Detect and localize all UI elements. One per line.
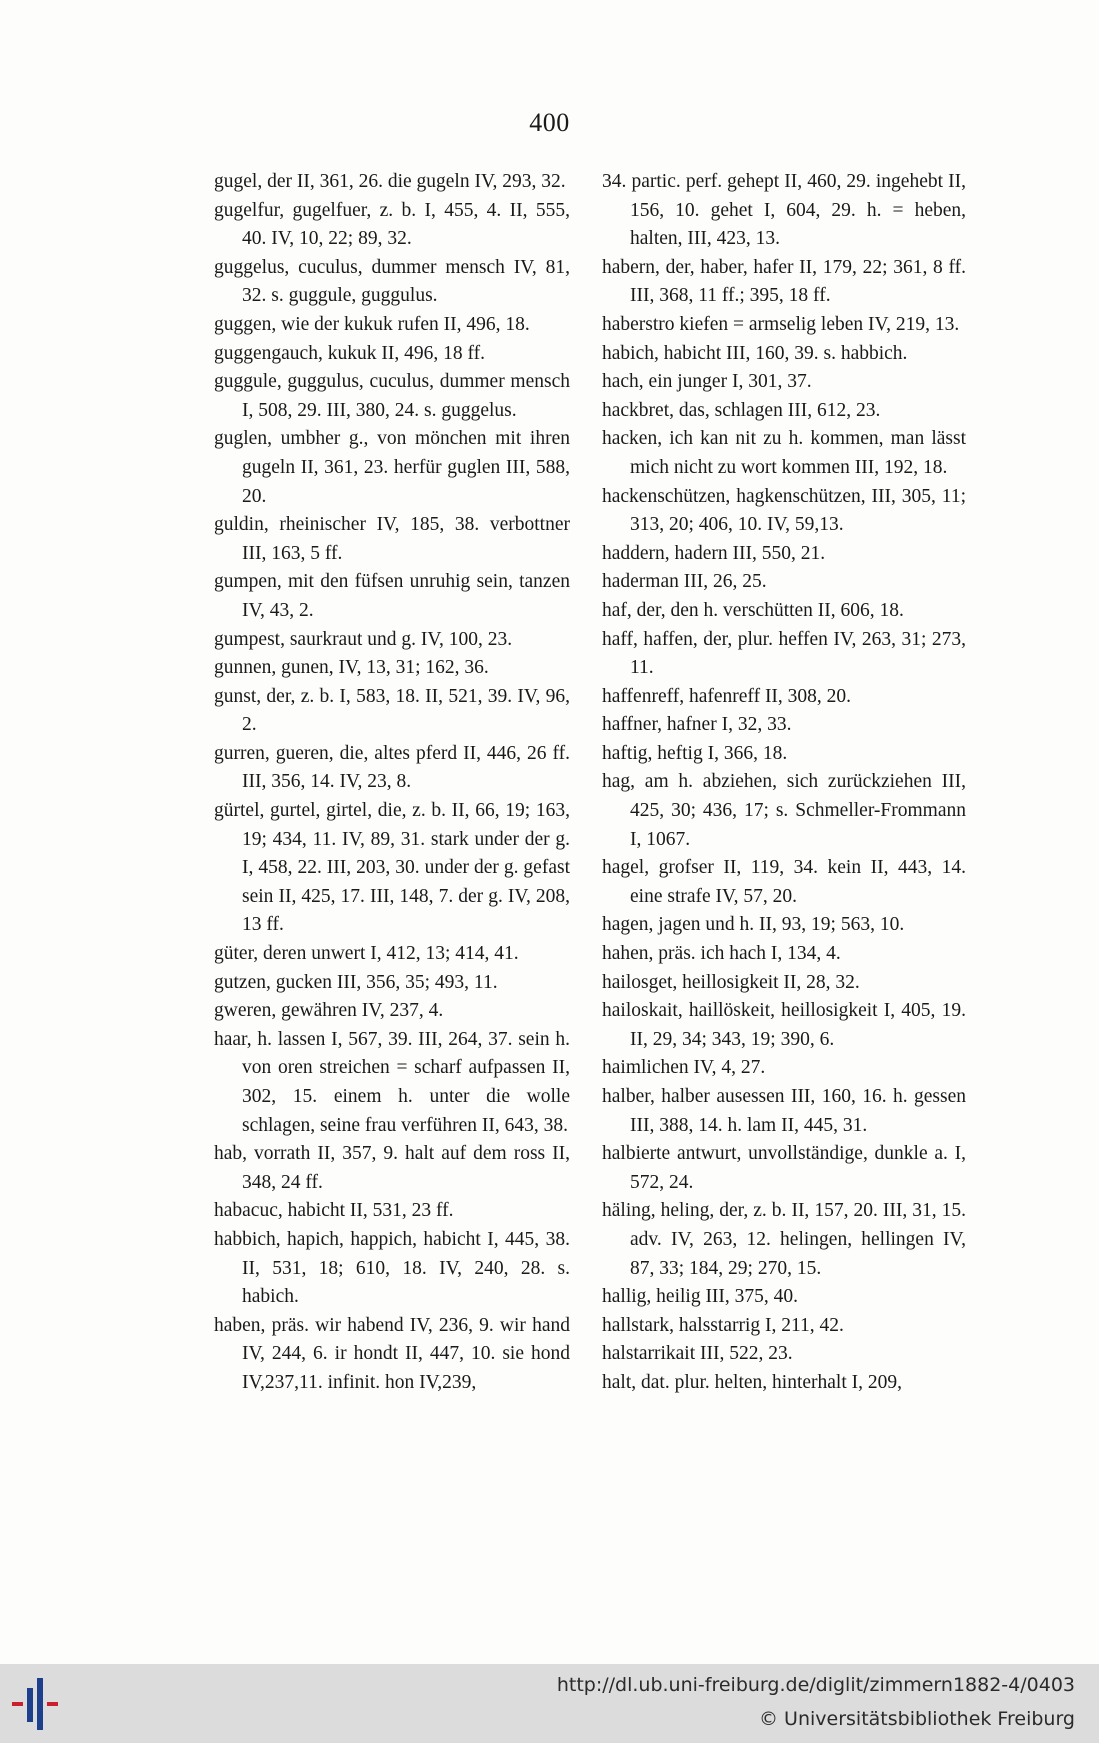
index-entry: guldin, rheinischer IV, 185, 38. verbottner III, 163, 5 ff. [214,514,570,564]
index-entry: hagel, grofser II, 119, 34. kein II, 443, 14. eine strafe IV, 57, 20. [602,857,966,907]
index-entry: gunnen, gunen, IV, 13, 31; 162, 36. [214,657,489,679]
index-entry: gurren, gueren, die, altes pferd II, 446, 26 ff. III, 356, 14. IV, 23, 8. [214,742,570,793]
index-entry: 34. partic. perf. gehept II, 460, 29. ingehebt II, 156, 10. gehet I, 604, 29. h. = heben, halten, III, 423, 13. [602,171,966,250]
index-entry: guggelus, cuculus, dummer mensch IV, 81, 32. s. guggule, guggulus. [214,256,570,307]
index-entry: habern, der, haber, hafer II, 179, 22; 361, 8 ff. III, 368, 11 ff.; 395, 18 ff. [602,256,966,307]
index-entry: hallstark, halsstarrig I, 211, 42. [602,1314,844,1336]
index-entry: gutzen, gucken III, 356, 35; 493, 11. [214,971,498,993]
index-entry: guglen, umbher g., von mönchen mit ihren gugeln II, 361, 23. herfür guglen III, 588, 20. [214,428,570,507]
footer-bar [0,1664,1099,1743]
index-entry: gumpen, mit den füfsen unruhig sein, tanzen IV, 43, 2. [214,571,570,621]
index-entry: halt, dat. plur. helten, hinterhalt I, 209, [602,1371,903,1393]
page-number: 400 [529,108,570,137]
index-entry: gugelfur, gugelfuer, z. b. I, 455, 4. II, 555, 40. IV, 10, 22; 89, 32. [214,199,570,250]
index-entry: habacuc, habicht II, 531, 23 ff. [214,1200,454,1222]
index-entry: haffner, hafner I, 32, 33. [602,714,792,736]
index-entry: hab, vorrath II, 357, 9. halt auf dem ross II, 348, 24 ff. [214,1143,570,1193]
index-entry: guggengauch, kukuk II, 496, 18 ff. [214,342,485,364]
left-column [214,168,570,1398]
index-entry: gunst, der, z. b. I, 583, 18. II, 521, 39. IV, 96, 2. [214,685,570,736]
index-entry: haben, präs. wir habend IV, 236, 9. wir hand IV, 244, 6. ir hondt II, 447, 10. sie hond IV,237,11. infinit. hon IV,239, [214,1314,570,1393]
index-entry: halbierte antwurt, unvollständige, dunkle a. I, 572, 24. [602,1143,966,1193]
index-entry: hallig, heilig III, 375, 40. [602,1286,799,1308]
index-entry: güter, deren unwert I, 412, 13; 414, 41. [214,943,519,965]
index-entry: hackbret, das, schlagen III, 612, 23. [602,399,881,421]
index-entry: gürtel, gurtel, girtel, die, z. b. II, 66, 19; 163, 19; 434, 11. IV, 89, 31. stark under der g. I, 458, 22. III, 203, 30. under der g. gefast sein II, 425, 17. III, 148, 7. der g. IV, 208, 13 ff. [214,800,570,936]
index-entry: haff, haffen, der, plur. heffen IV, 263, 31; 273, 11. [602,628,966,679]
index-entry: hailoskait, haillöskeit, heillosigkeit I, 405, 19. II, 29, 34; 343, 19; 390, 6. [602,1000,966,1050]
index-entry: häling, heling, der, z. b. II, 157, 20. III, 31, 15. adv. IV, 263, 12. helingen, hellingen IV, 87, 33; 184, 29; 270, 15. [602,1200,966,1279]
index-entry: guggen, wie der kukuk rufen II, 496, 18. [214,313,530,335]
index-entry: haderman III, 26, 25. [602,571,767,593]
index-entry: hach, ein junger I, 301, 37. [602,371,812,393]
index-entry: haddern, hadern III, 550, 21. [602,542,826,564]
document-url-link[interactable]: http://dl.ub.uni-freiburg.de/diglit/zimmern1882-4/0403 [556,1674,1075,1696]
index-entry: hahen, präs. ich hach I, 134, 4. [602,943,841,965]
index-entry: gugel, der II, 361, 26. die gugeln IV, 293, 32. [214,171,566,192]
index-entry: gumpest, saurkraut und g. IV, 100, 23. [214,628,513,650]
right-column [602,168,966,1398]
ub-freiburg-logo-icon [12,1678,64,1730]
index-entry: habich, habicht III, 160, 39. s. habbich. [602,342,908,364]
copyright-notice: © Universitätsbibliothek Freiburg [759,1708,1075,1730]
index-entry: guggule, guggulus, cuculus, dummer mensch I, 508, 29. III, 380, 24. s. guggelus. [214,371,570,421]
index-entry: gweren, gewähren IV, 237, 4. [214,1000,444,1022]
index-entry: hailosget, heillosigkeit II, 28, 32. [602,971,860,993]
index-entry: haf, der, den h. verschütten II, 606, 18. [602,599,904,621]
index-entry: haimlichen IV, 4, 27. [602,1057,766,1079]
index-entry: halstarrikait III, 522, 23. [602,1343,793,1365]
index-entry: haberstro kiefen = armselig leben IV, 219, 13. [602,313,960,335]
index-entry: hag, am h. abziehen, sich zurückziehen III, 425, 30; 436, 17; s. Schmeller-Frommann I, 1067. [602,771,966,850]
index-entry: haar, h. lassen I, 567, 39. III, 264, 37. sein h. von oren streichen = scharf aufpassen II, 302, 15. einem h. unter die wolle schlagen, seine frau verführen II, 643, 38. [214,1028,570,1136]
index-entry: hacken, ich kan nit zu h. kommen, man lässt mich nicht zu wort kommen III, 192, 18. [602,428,966,478]
index-entry: haffenreff, hafenreff II, 308, 20. [602,685,852,707]
index-entry: haftig, heftig I, 366, 18. [602,742,788,764]
index-entry: hackenschützen, hagkenschützen, III, 305, 11; 313, 20; 406, 10. IV, 59,13. [602,485,966,536]
index-entry: hagen, jagen und h. II, 93, 19; 563, 10. [602,914,905,936]
index-entry: habbich, hapich, happich, habicht I, 445, 38. II, 531, 18; 610, 18. IV, 240, 28. s. habich. [214,1228,570,1308]
index-entry: halber, halber ausessen III, 160, 16. h. gessen III, 388, 14. h. lam II, 445, 31. [602,1086,966,1136]
